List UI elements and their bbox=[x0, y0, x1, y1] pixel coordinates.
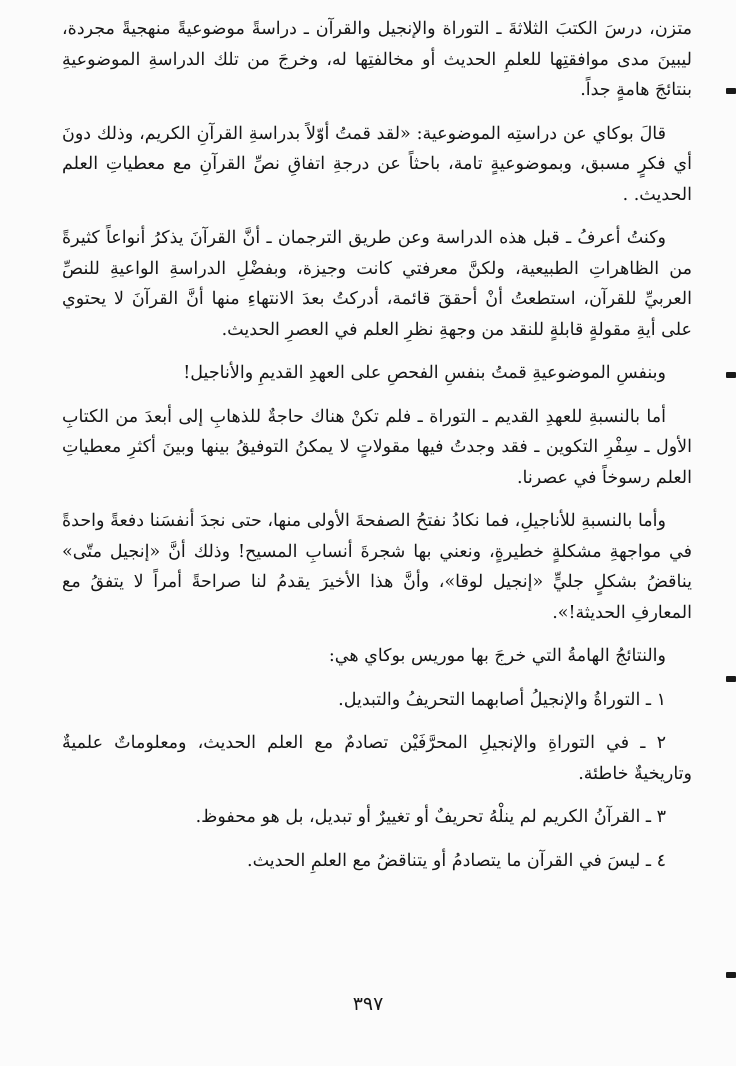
paragraph-5: أما بالنسبةِ للعهدِ القديم ـ التوراة ـ فلم تكنْ هناك حاجةٌ للذهابِ إلى أبعدَ من الكتابِ الأول ـ سِفْرِ التكوين ـ فقد وجدتُ فيها مقولاتٍ لا يمكنُ التوفيقُ بينها وبينَ أكثرِ معطياتِ العلم رسوخاً في عصرنا. bbox=[62, 406, 692, 488]
paragraph-2: قالَ بوكاي عن دراستِه الموضوعية: «لقد قمتُ أوّلاً بدراسةِ القرآنِ الكريم، وذلك دونَ أي فكرٍ مسبق، وبموضوعيةٍ تامة، باحثاً عن درجةِ اتفاقِ نصِّ القرآنِ مع معطياتِ العلم الحديث. . bbox=[62, 123, 692, 205]
list-item-4: ٤ ـ ليسَ في القرآن ما يتصادمُ أو يتناقضُ مع العلمِ الحديث. bbox=[247, 850, 666, 871]
edge-mark bbox=[726, 676, 736, 682]
paragraph-4: وبنفسِ الموضوعيةِ قمتُ بنفسِ الفحصِ على العهدِ القديمِ والأناجيل! bbox=[183, 363, 666, 383]
list-item-2: ٢ ـ في التوراةِ والإنجيلِ المحرَّفَيْن تصادمٌ مع العلم الحديث، ومعلوماتٌ علميةٌ وتاريخيةٌ خاطئة. bbox=[62, 733, 692, 784]
edge-mark bbox=[726, 372, 736, 378]
page-number: ٣٩٧ bbox=[352, 993, 384, 1015]
list-item-3: ٣ ـ القرآنُ الكريم لم ينلْهُ تحريفٌ أو تغييرٌ أو تبديل، بل هو محفوظ. bbox=[195, 807, 666, 827]
paragraph-3: وكنتُ أعرفُ ـ قبل هذه الدراسة وعن طريق الترجمان ـ أنَّ القرآنَ يذكرُ أنواعاً كثيرةً من الظاهراتِ الطبيعية، ولكنَّ معرفتي كانت وجيزة، وبفضْلِ الدراسةِ الواعيةِ للنصِّ العربيِّ للقرآن، استطعتُ أنْ أحققَ قائمة، أدركتُ بعدَ الانتهاءِ منها أنَّ القرآنَ لا يحتوي على أيةِ مقولةٍ قابلةٍ للنقد من وجهةِ نظرِ العلم في العصرِ الحديث. bbox=[62, 228, 692, 340]
paragraph-6: وأما بالنسبةِ للأناجيلِ، فما نكادُ نفتحُ الصفحةَ الأولى منها، حتى نجدَ أنفسَنا دفعةً واحدةً في مواجهةِ مشكلةٍ خطيرةٍ، ونعني بها شجرةَ أنسابِ المسيح! وذلك أنَّ «إنجيل متّى» يناقضُ بشكلٍ جليٍّ «إنجيل لوقا»، وأنَّ هذا الأخيرَ يقدمُ لنا صراحةً أمراً لا يتفقُ مع المعارفِ الحديثة!». bbox=[62, 511, 692, 623]
paragraph-1: متزن، درسَ الكتبَ الثلاثةَ ـ التوراة والإنجيل والقرآن ـ دراسةً موضوعيةً منهجيةً مجردة، ليبينَ مدى موافقتِها للعلمِ الحديث أو مخالفتِها له، وخرجَ من تلك الدراسةِ الموضوعيةِ بنتائجَ هامةٍ جداً. bbox=[62, 19, 692, 100]
paragraph-7: والنتائجُ الهامةُ التي خرجَ بها موريس بوكاي هي: bbox=[328, 646, 666, 666]
body-text bbox=[62, 14, 692, 889]
list-item-1: ١ ـ التوراةُ والإنجيلُ أصابهما التحريفُ والتبديل. bbox=[338, 689, 666, 710]
edge-mark bbox=[726, 88, 736, 94]
edge-mark bbox=[726, 972, 736, 978]
